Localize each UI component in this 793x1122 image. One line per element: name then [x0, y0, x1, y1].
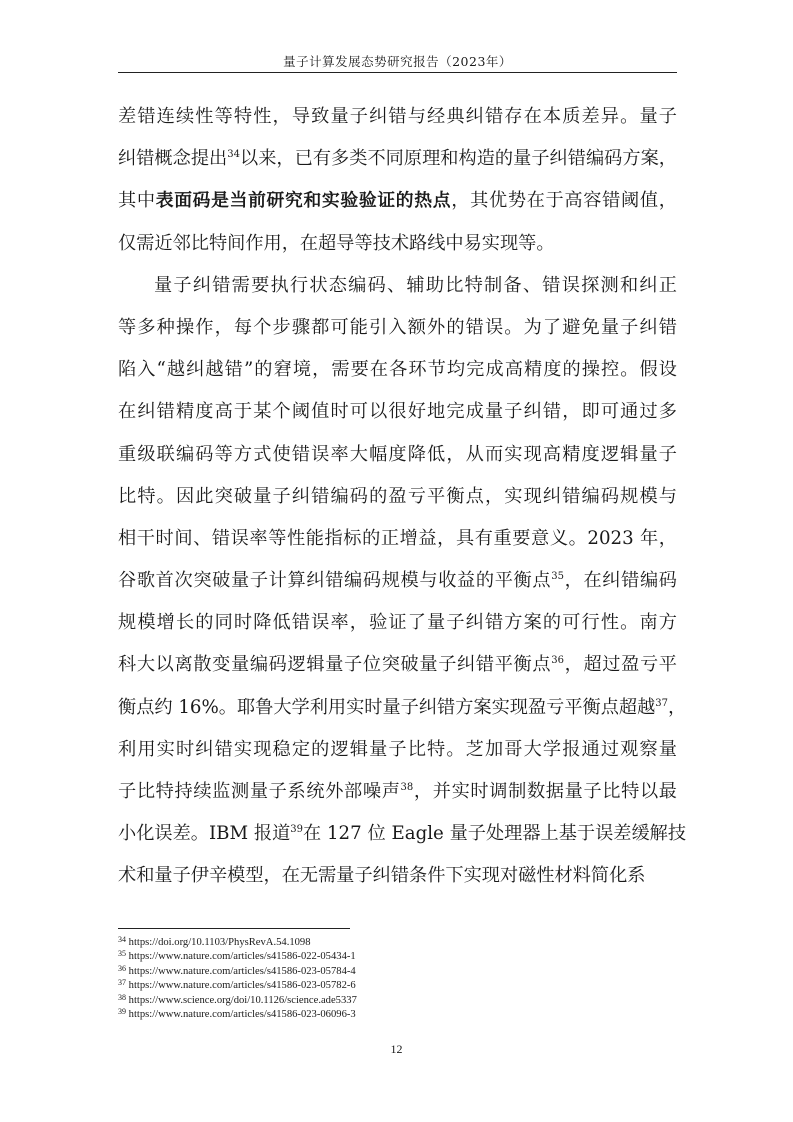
text-run: 子比特持续监测量子系统外部噪声 [118, 781, 401, 802]
text-line [118, 391, 677, 433]
footnote-link[interactable]: https://www.science.org/doi/10.1126/science.ade5337 [128, 994, 357, 1006]
footnote-marker: 37 [655, 697, 669, 709]
footnote [118, 965, 677, 979]
footnote [118, 950, 677, 964]
text-run: 陷入“越纠越错”的窘境，需要在各环节均完成高精度的操控。假设 [118, 359, 677, 381]
footnote-number: 37 [118, 978, 126, 988]
text-run: 相干时间、错误率等性能指标的正增益，具有重要意义。2023 年， [118, 527, 677, 549]
footnote-link[interactable]: https://www.nature.com/articles/s41586-023-06096-3 [128, 1009, 356, 1021]
footnote [118, 936, 677, 950]
text-line [118, 349, 677, 391]
header-rule [118, 72, 677, 73]
text-run: ，在纠错编码 [563, 570, 677, 592]
page-number: 12 [390, 1042, 403, 1056]
running-header: 量子计算发展态势研究报告（2023年） [283, 54, 512, 69]
text-run: 在 127 位 Eagle 量子处理器上基于误差缓解技 [303, 823, 687, 845]
text-line [118, 223, 677, 265]
text-run: 衡点约 16%。耶鲁大学利用实时量子纠错方案实现盈亏平衡点超越 [118, 696, 656, 718]
text-run: 重级联编码等方式使错误率大幅度降低，从而实现高精度逻辑量子 [118, 443, 677, 465]
footnote-marker: 34 [227, 149, 240, 161]
footnote-marker: 36 [551, 655, 564, 667]
text-run: 差错连续性等特性，导致量子纠错与经典纠错存在本质差异。量子 [118, 106, 677, 127]
text-line [118, 813, 687, 855]
text-run: 小化误差。IBM 报道 [118, 823, 291, 845]
footnote-number: 39 [118, 1007, 126, 1017]
footnote-number: 36 [118, 963, 126, 973]
footnote-number: 35 [118, 949, 126, 959]
text-line [118, 265, 677, 307]
footnote [118, 1008, 677, 1022]
text-run: 利用实时纠错实现稳定的逻辑量子比特。芝加哥大学报通过观察量 [118, 738, 677, 760]
footnote-marker: 39 [290, 824, 304, 836]
text-run: 科大以离散变量编码逻辑量子位突破量子纠错平衡点 [118, 654, 552, 676]
footnote-number: 34 [118, 935, 126, 944]
text-run: ，超过盈亏平 [563, 654, 677, 676]
text-line [118, 518, 677, 560]
text-run: 纠错概念提出 [118, 148, 228, 170]
text-line [118, 138, 677, 180]
text-line [118, 644, 677, 686]
footnote-link[interactable]: https://www.nature.com/articles/s41586-023-05782-6 [128, 980, 356, 992]
text-line [118, 476, 677, 518]
text-line [118, 307, 677, 349]
text-line [118, 729, 677, 771]
footnote-link[interactable]: https://www.nature.com/articles/s41586-023-05784-4 [128, 965, 356, 977]
body-text [118, 96, 687, 898]
text-run: 术和量子伊辛模型，在无需量子纠错条件下实现对磁性材料简化系 [118, 865, 646, 887]
text-run: 在纠错精度高于某个阈值时可以很好地完成量子纠错，即可通过多 [118, 401, 677, 423]
footnote [118, 994, 677, 1008]
footnote-marker: 35 [551, 571, 564, 583]
text-line [118, 96, 677, 138]
text-run: 等多种操作，每个步骤都可能引入额外的错误。为了避免量子纠错 [118, 316, 677, 338]
text-run: 比特。因此突破量子纠错编码的盈亏平衡点，实现纠错编码规模与 [118, 485, 677, 507]
footnote [118, 979, 677, 993]
footnote-link[interactable]: https://www.nature.com/articles/s41586-022-05434-1 [128, 951, 356, 963]
text-line [118, 855, 677, 897]
emphasis-text: 表面码是当前研究和实验验证的热点 [155, 190, 452, 212]
text-line [118, 180, 677, 222]
footnote-link[interactable]: https://doi.org/10.1103/PhysRevA.54.1098 [128, 937, 311, 948]
footnote-marker: 38 [400, 782, 414, 793]
text-run: ，其优势在于高容错阈值， [451, 190, 677, 212]
text-line [118, 434, 677, 476]
text-run: 规模增长的同时降低错误率，验证了量子纠错方案的可行性。南方 [118, 612, 677, 634]
text-run: ， [668, 696, 687, 718]
text-run: 其中 [118, 190, 156, 212]
footnote-rule [118, 928, 350, 929]
text-run: 谷歌首次突破量子计算纠错编码规模与收益的平衡点 [118, 570, 552, 592]
text-line [118, 771, 677, 813]
text-run: 量子纠错需要执行状态编码、辅助比特制备、错误探测和纠正 [154, 274, 677, 296]
text-run: 以来，已有多类不同原理和构造的量子纠错编码方案， [239, 148, 677, 170]
text-line [118, 687, 687, 729]
footnote-number: 38 [118, 992, 126, 1002]
text-line [118, 602, 677, 644]
text-line [118, 560, 677, 602]
text-run: 仅需近邻比特间作用，在超导等技术路线中易实现等。 [118, 232, 555, 254]
text-run: ，并实时调制数据量子比特以最 [413, 781, 677, 802]
footnotes [118, 936, 677, 1022]
